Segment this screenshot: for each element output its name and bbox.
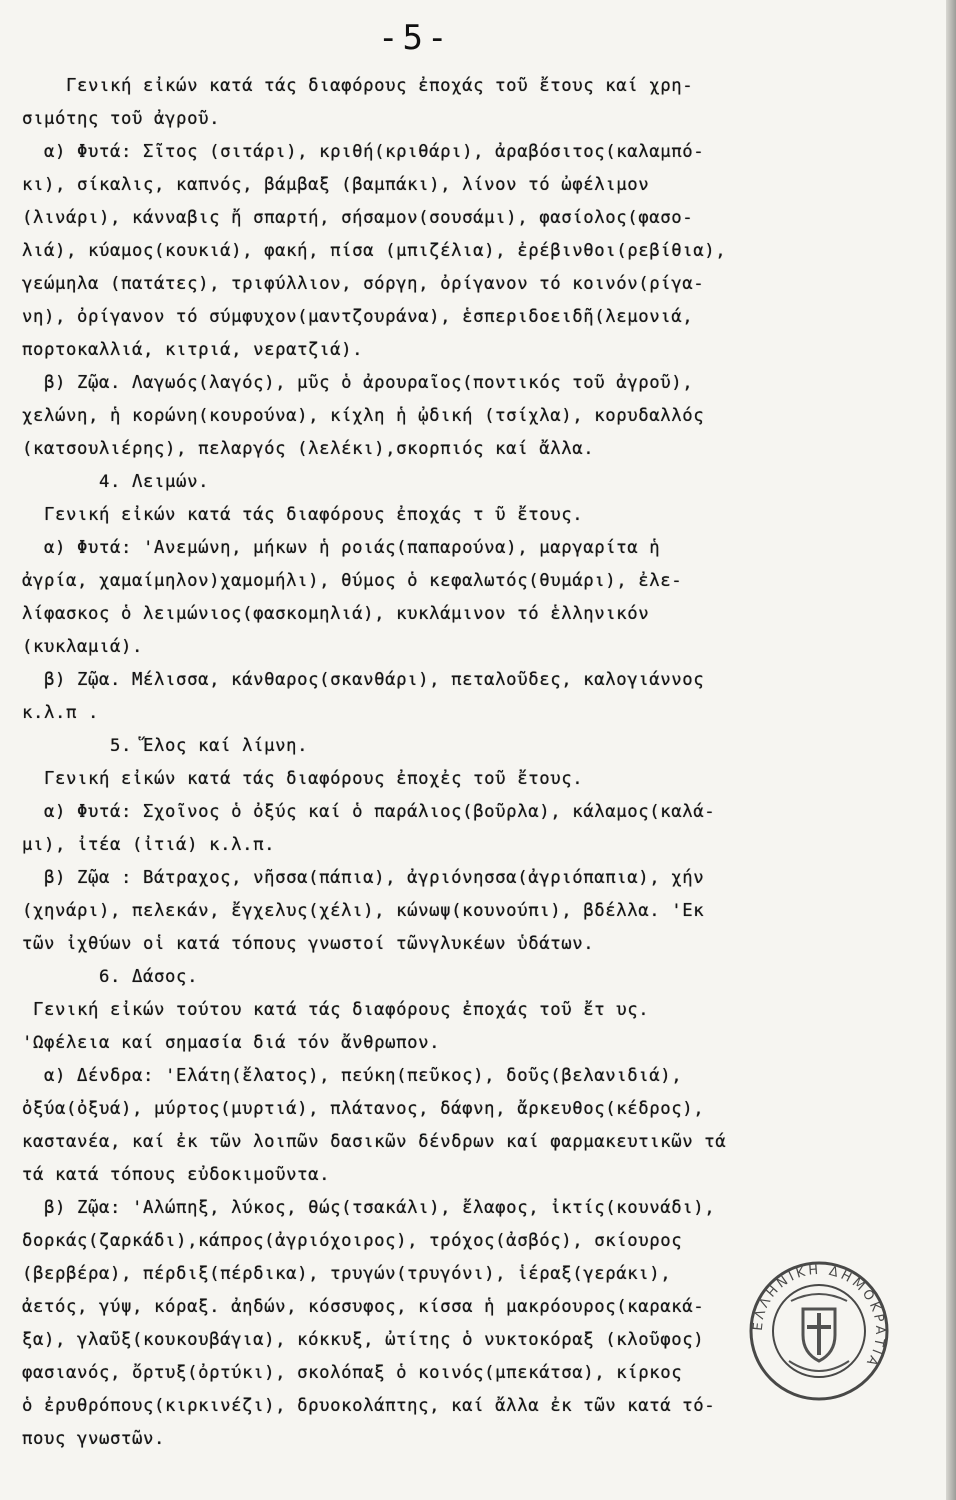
text-line: μι), ἰτέα (ἰτιά) κ.λ.π.: [22, 835, 276, 855]
page-number: -5-: [378, 18, 452, 58]
text-line: Γενική εἰκών κατά τάς διαφόρους ἐποχἐς τοῦ ἔτους.: [22, 769, 584, 789]
text-line: α) Φυτά: Σῖτος (σιτάρι), κριθή(κριθάρι), ἀραβόσιτος(καλαμπό-: [22, 142, 705, 162]
text-line: (λινάρι), κάνναβις ἤ σπαρτή, σήσαμον(σουσάμι), φασίολος(φασο-: [22, 208, 694, 228]
text-line: τά κατά τόπους εὐδοκιμοῦντα.: [22, 1165, 331, 1185]
text-line: (χηνάρι), πελεκάν, ἔγχελυς(χέλι), κώνωψ(κουνούπι), βδέλλα. 'Εκ: [22, 901, 705, 921]
text-line: νη), ὀρίγανον τό σύμφυχον(μαντζουράνα), ἑσπεριδοειδῆ(λεμονιά,: [22, 307, 694, 327]
text-line: καστανέα, καί ἐκ τῶν λοιπῶν δασικῶν δένδρων καί φαρμακευτικῶν τά: [22, 1132, 727, 1152]
text-line: 'Ωφέλεια καί σημασία διά τόν ἄνθρωπον.: [22, 1033, 441, 1053]
text-line: κ.λ.π .: [22, 703, 100, 723]
document-body: [22, 70, 902, 1456]
text-line: α) Φυτά: 'Ανεμώνη, μήκων ἡ ροιάς(παπαρούνα), μαργαρίτα ἡ: [22, 538, 661, 558]
text-line: α) Δένδρα: 'Ελάτη(ἔλατος), πεύκη(πεῦκος), δοῦς(βελανιδιά),: [22, 1066, 683, 1086]
coat-of-arms-icon: [789, 1294, 849, 1371]
text-line: χελώνη, ἡ κορώνη(κουρούνα), κίχλη ἡ ᾠδική (τσίχλα), κορυδαλλός: [22, 406, 705, 426]
text-line: β) Ζῷα. Μέλισσα, κάνθαρος(σκανθάρι), πεταλοῦδες, καλογιάννος: [22, 670, 705, 690]
text-line: κι), σίκαλις, καπνός, βάμβαξ (βαμπάκι), λίνον τό ὠφέλιμον: [22, 175, 650, 195]
text-line: σιμότης τοῦ ἀγροῦ.: [22, 109, 221, 129]
text-line: τῶν ἰχθύων οἱ κατά τόπους γνωστοί τῶνγλυκέων ὑδάτων.: [22, 934, 595, 954]
text-line: ὀξύα(ὀξυά), μύρτος(μυρτιά), πλάτανος, δάφνη, ἄρκευθος(κέδρος),: [22, 1099, 705, 1119]
page-edge-shadow: [946, 0, 956, 1500]
text-line: Γενική εἰκών τούτου κατά τάς διαφόρους ἐποχάς τοῦ ἔτ υς.: [22, 1000, 650, 1020]
text-line: β) Ζῷα: 'Αλώπηξ, λύκος, θώς(τσακάλι), ἔλαφος, ἰκτίς(κουνάδι),: [22, 1198, 716, 1218]
text-line: πους γνωστῶν.: [22, 1429, 166, 1449]
text-line: λίφασκος ὁ λειμώνιος(φασκομηλιά), κυκλάμινον τό ἑλληνικόν: [22, 604, 650, 624]
text-line: δορκάς(ζαρκάδι),κάπρος(ἀγριόχοιρος), τρόχος(ἀσβός), σκίουρος: [22, 1231, 683, 1251]
text-line: 6. Δάσος.: [22, 967, 199, 987]
text-line: (κυκλαμιά).: [22, 637, 144, 657]
text-line: ἀγρία, χαμαίμηλον)χαμομήλι), θύμος ὁ κεφαλωτός(θυμάρι), ἐλε-: [22, 571, 683, 591]
text-line: β) Ζῷα. Λαγωός(λαγός), μῦς ὁ ἀρουραῖος(ποντικός τοῦ ἀγροῦ),: [22, 373, 694, 393]
text-line: ξα), γλαῦξ(κουκουβάγια), κόκκυξ, ὠτίτης ὁ νυκτοκόραξ (κλοῦφος): [22, 1330, 705, 1350]
text-line: α) Φυτά: Σχοῖνος ὁ ὀξύς καί ὁ παράλιος(βοῦρλα), κάλαμος(καλά-: [22, 802, 716, 822]
text-line: Γενική εἰκών κατά τάς διαφόρους ἐποχάς τ ῦ ἔτους.: [22, 505, 584, 525]
text-line: λιά), κύαμος(κουκιά), φακή, πίσα (μπιζέλια), ἐρέβινθοι(ρεβίθια),: [22, 241, 727, 261]
text-line: φασιανός, ὄρτυξ(ὀρτύκι), σκολόπαξ ὁ κοινός(μπεκάτσα), κίρκος: [22, 1363, 683, 1383]
text-line: Γενική εἰκών κατά τάς διαφόρους ἐποχάς τοῦ ἔτους καί χρη-: [22, 76, 694, 96]
text-line: (βερβέρα), πέρδιξ(πέρδικα), τρυγών(τρυγόνι), ἱέραξ(γεράκι),: [22, 1264, 672, 1284]
text-line: β) Ζῷα : Βάτραχος, νῆσσα(πάπια), ἀγριόνησσα(ἀγριόπαπια), χήν: [22, 868, 705, 888]
text-line: 4. Λειμών.: [22, 472, 210, 492]
text-line: πορτοκαλλιά, κιτριά, νερατζιά).: [22, 340, 364, 360]
text-line: ἀετός, γύψ, κόραξ. ἀηδών, κόσσυφος, κίσσα ἡ μακρόουρος(καρακά-: [22, 1297, 705, 1317]
official-stamp-icon: [746, 1258, 892, 1404]
stamp-text: ΕΛΛΗΝΙΚΗ ΔΗΜΟΚΡΑΤΙΑ: [750, 1262, 888, 1371]
text-line: γεώμηλα (πατάτες), τριφύλλιον, σόργη, ὀρίγανον τό κοινόν(ρίγα-: [22, 274, 705, 294]
text-line: (κατσουλιέρης), πελαργός (λελέκι),σκορπιός καί ἄλλα.: [22, 439, 595, 459]
text-line: ὁ ἐρυθρόπους(κιρκινέζι), δρυοκολάπτης, καί ἄλλα ἐκ τῶν κατά τό-: [22, 1396, 716, 1416]
text-line: 5. Ἕλος καί λίμνη.: [22, 736, 309, 756]
